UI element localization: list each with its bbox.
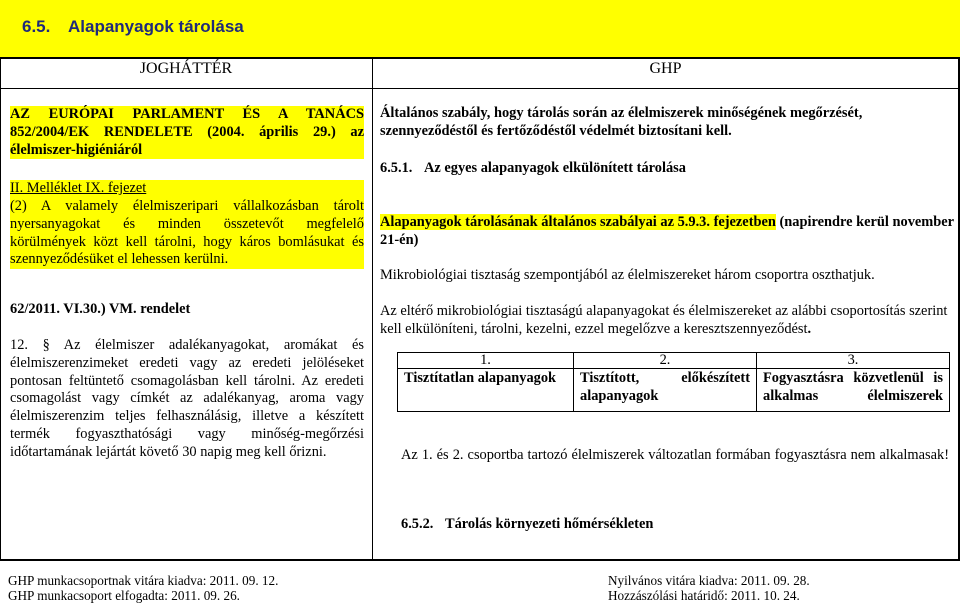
- section-number: 6.5.: [22, 17, 51, 36]
- microbiology-paragraph: Az eltérő mikrobiológiai tisztaságú alapanyagokat és élelmiszereket az alábbi csoportosítás szerint kell elkülöníteni, tárolni, kezelni, ezzel megelőzve a keresztszennyeződést.: [380, 303, 948, 337]
- storage-rules-reference: [380, 213, 954, 249]
- storage-rules-note: (napirendre kerül november 21-én): [380, 214, 954, 248]
- eu-regulation-title: AZ EURÓPAI PARLAMENT ÉS A TANÁCS 852/2004/EK RENDELETE (2004. április 29.) az élelmiszer-higiéniáról: [10, 106, 364, 158]
- decree-title: 62/2011. VI.30.) VM. rendelet: [10, 301, 191, 317]
- header-row-divider: [0, 88, 960, 89]
- right-column-title: GHP: [649, 60, 682, 77]
- general-rule: Általános szabály, hogy tárolás során az élelmiszerek minőségének megőrzését, szennyeződéstől és fertőződéstől védelmét biztosítani kell.: [380, 105, 863, 139]
- regulation-paragraph-2: (2) A valamely élelmiszeripari vállalkozásban tárolt nyersanyagokat és minden összetevőt megfelelő körülmények közt kell tárolni, hogy káros bomlásukat és szennyeződésüket el lehessen kerülni.: [10, 198, 364, 268]
- footer-public-debate: Nyilvános vitára kiadva: 2011. 09. 28.: [608, 573, 810, 588]
- microbiology-intro: Mikrobiológiai tisztaság szempontjából az élelmiszereket három csoportra oszthatjuk.: [380, 267, 875, 283]
- group-number: 1.: [398, 353, 574, 369]
- section-header-bar: [0, 0, 960, 59]
- next-subsection-heading: [401, 515, 960, 533]
- subsection-title: Az egyes alapanyagok elkülönített tárolása: [424, 160, 686, 176]
- footer-accepted-working-group: GHP munkacsoport elfogadta: 2011. 09. 26.: [8, 588, 240, 603]
- table-left-border: [0, 57, 1, 559]
- groups-table: [397, 352, 950, 412]
- storage-rules-link-text: Alapanyagok tárolásának általános szabályai az 5.9.3. fejezetben: [380, 214, 776, 230]
- column-divider: [372, 57, 373, 559]
- footer-comment-deadline: Hozzászólási határidő: 2011. 10. 24.: [608, 588, 800, 603]
- decree-paragraph-12: 12. § Az élelmiszer adalékanyagokat, aromákat és élelmiszerenzimeket eredeti vagy az eredeti jelöléseket pontosan feltüntető csomagolásban kell tárolni. Az eredeti csomagolást vagy címkét az adalékanyag, aroma vagy élelmiszerenzim teljes felhasználásig, illetve a készített termék fogyaszthatósági vagy minőség-megőrzési időtartamának lejártát követő 30 napig meg kell őrizni.: [10, 337, 364, 460]
- section-title: Alapanyagok tárolása: [68, 17, 244, 36]
- group-label: Fogyasztásra közvetlenül is alkalmas élelmiszerek: [757, 368, 950, 411]
- next-subsection-number: 6.5.2.: [401, 516, 434, 532]
- footer-issued-working-group: GHP munkacsoportnak vitára kiadva: 2011. 09. 12.: [8, 573, 279, 588]
- subsection-heading: [380, 159, 954, 177]
- consumption-note: Az 1. és 2. csoportba tartozó élelmiszerek változatlan formában fogyasztásra nem alkalmasak!: [401, 447, 949, 463]
- group-number: 3.: [757, 353, 950, 369]
- left-column-title: JOGHÁTTÉR: [139, 60, 233, 77]
- group-label: Tisztított, előkészített alapanyagok: [574, 368, 757, 411]
- annex-reference: II. Melléklet IX. fejezet: [10, 180, 364, 198]
- subsection-number: 6.5.1.: [380, 160, 413, 176]
- next-subsection-title: Tárolás környezeti hőmérsékleten: [445, 516, 654, 532]
- group-number: 2.: [574, 353, 757, 369]
- group-label: Tisztítatlan alapanyagok: [398, 368, 574, 411]
